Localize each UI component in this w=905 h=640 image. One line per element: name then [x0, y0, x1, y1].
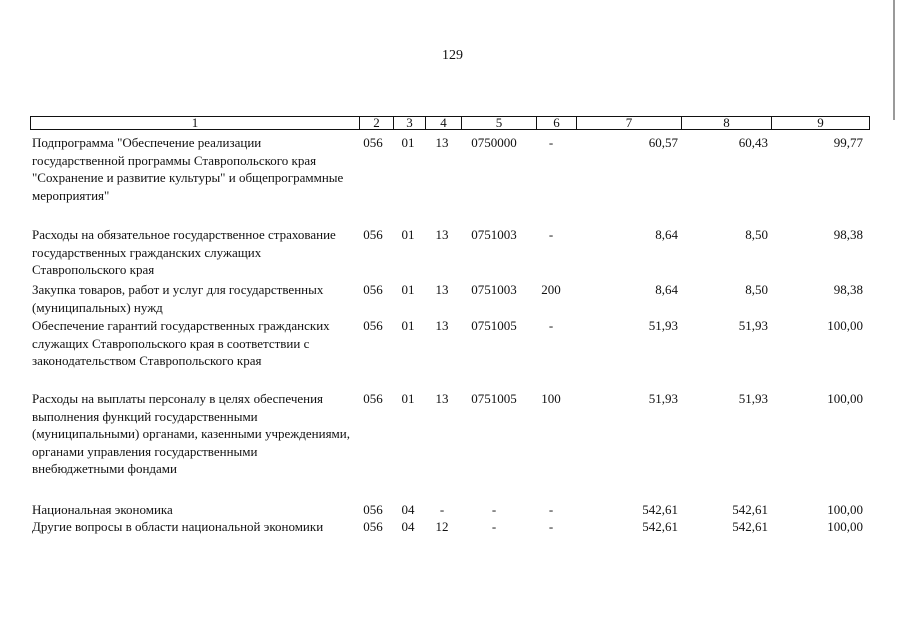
- row-col-6: -: [548, 135, 554, 150]
- row-col-8: 60,43: [738, 135, 768, 150]
- row-col-6: -: [548, 318, 554, 333]
- row-col-3: 01: [401, 391, 415, 406]
- row-col-7: 51,93: [648, 391, 678, 406]
- row-col-5: 0751003: [471, 227, 517, 242]
- row-col-9: 98,38: [833, 282, 863, 297]
- column-header-1: 1: [191, 115, 199, 130]
- row-col-9: 100,00: [827, 502, 863, 517]
- row-col-3: 01: [401, 135, 415, 150]
- row-col-8: 542,61: [732, 502, 768, 517]
- row-col-4: 13: [435, 391, 449, 406]
- row-col-9: 100,00: [827, 519, 863, 534]
- row-name: Расходы на выплаты персоналу в целях обеспечения выполнения функций государственными (муниципальными) органами, казенными учреждениями, органами управления государственными внебюджетными фондами: [32, 391, 350, 476]
- row-name: Закупка товаров, работ и услуг для государственных (муниципальных) нужд: [32, 282, 324, 315]
- row-name: Обеспечение гарантий государственных гражданских служащих Ставропольского края в соответствии с законодательством Ставропольского края: [32, 318, 330, 368]
- column-header-4: 4: [425, 117, 461, 129]
- row-col-9: 98,38: [833, 227, 863, 242]
- row-name: Расходы на обязательное государственное страхование государственных гражданских служащих Ставропольского края: [32, 227, 336, 277]
- table-header-row: [30, 116, 870, 130]
- row-col-2: 056: [363, 502, 383, 517]
- row-col-7: 8,64: [655, 227, 678, 242]
- row-col-3: 01: [401, 282, 415, 297]
- row-col-4: 13: [435, 135, 449, 150]
- row-name: Другие вопросы в области национальной экономики: [32, 519, 324, 534]
- column-header-9: 9: [771, 117, 869, 129]
- row-col-5: -: [491, 502, 497, 517]
- row-col-4: 13: [435, 282, 449, 297]
- column-header-6: 6: [536, 117, 576, 129]
- row-col-8: 8,50: [745, 282, 768, 297]
- row-col-4: 13: [435, 318, 449, 333]
- row-col-6: -: [548, 502, 554, 517]
- row-col-4: 13: [435, 227, 449, 242]
- row-col-3: 01: [401, 318, 415, 333]
- row-col-5: 0751005: [471, 318, 517, 333]
- column-header-7: 7: [576, 117, 681, 129]
- row-col-7: 8,64: [655, 282, 678, 297]
- column-header-8: 8: [681, 117, 771, 129]
- row-col-4: 12: [435, 519, 449, 534]
- row-col-2: 056: [363, 318, 383, 333]
- row-col-2: 056: [363, 227, 383, 242]
- row-col-5: 0750000: [471, 135, 517, 150]
- row-col-7: 60,57: [648, 135, 678, 150]
- row-col-3: 04: [401, 519, 415, 534]
- row-col-7: 51,93: [648, 318, 678, 333]
- row-col-9: 99,77: [833, 135, 863, 150]
- column-header-3: 3: [393, 117, 425, 129]
- row-col-2: 056: [363, 135, 383, 150]
- row-col-3: 04: [401, 502, 415, 517]
- row-col-6: -: [548, 519, 554, 534]
- row-col-8: 51,93: [738, 391, 768, 406]
- row-col-2: 056: [363, 391, 383, 406]
- row-col-7: 542,61: [642, 502, 678, 517]
- row-col-8: 51,93: [738, 318, 768, 333]
- row-col-6: -: [548, 227, 554, 242]
- row-col-7: 542,61: [642, 519, 678, 534]
- row-name: Национальная экономика: [32, 502, 173, 517]
- row-col-2: 056: [363, 282, 383, 297]
- page-number: 129: [442, 48, 463, 63]
- column-header-5: 5: [461, 117, 536, 129]
- row-col-3: 01: [401, 227, 415, 242]
- row-col-8: 8,50: [745, 227, 768, 242]
- row-col-6: 200: [541, 282, 561, 297]
- row-col-9: 100,00: [827, 391, 863, 406]
- row-col-2: 056: [363, 519, 383, 534]
- row-col-5: 0751005: [471, 391, 517, 406]
- row-col-6: 100: [541, 391, 561, 406]
- row-col-4: -: [439, 502, 445, 517]
- row-col-9: 100,00: [827, 318, 863, 333]
- row-name: Подпрограмма "Обеспечение реализации государственной программы Ставропольского края "Сохранение и развитие культуры" и общепрограммные мероприятия": [32, 135, 344, 203]
- column-header-2: 2: [359, 117, 393, 129]
- row-col-5: -: [491, 519, 497, 534]
- row-col-5: 0751003: [471, 282, 517, 297]
- row-col-8: 542,61: [732, 519, 768, 534]
